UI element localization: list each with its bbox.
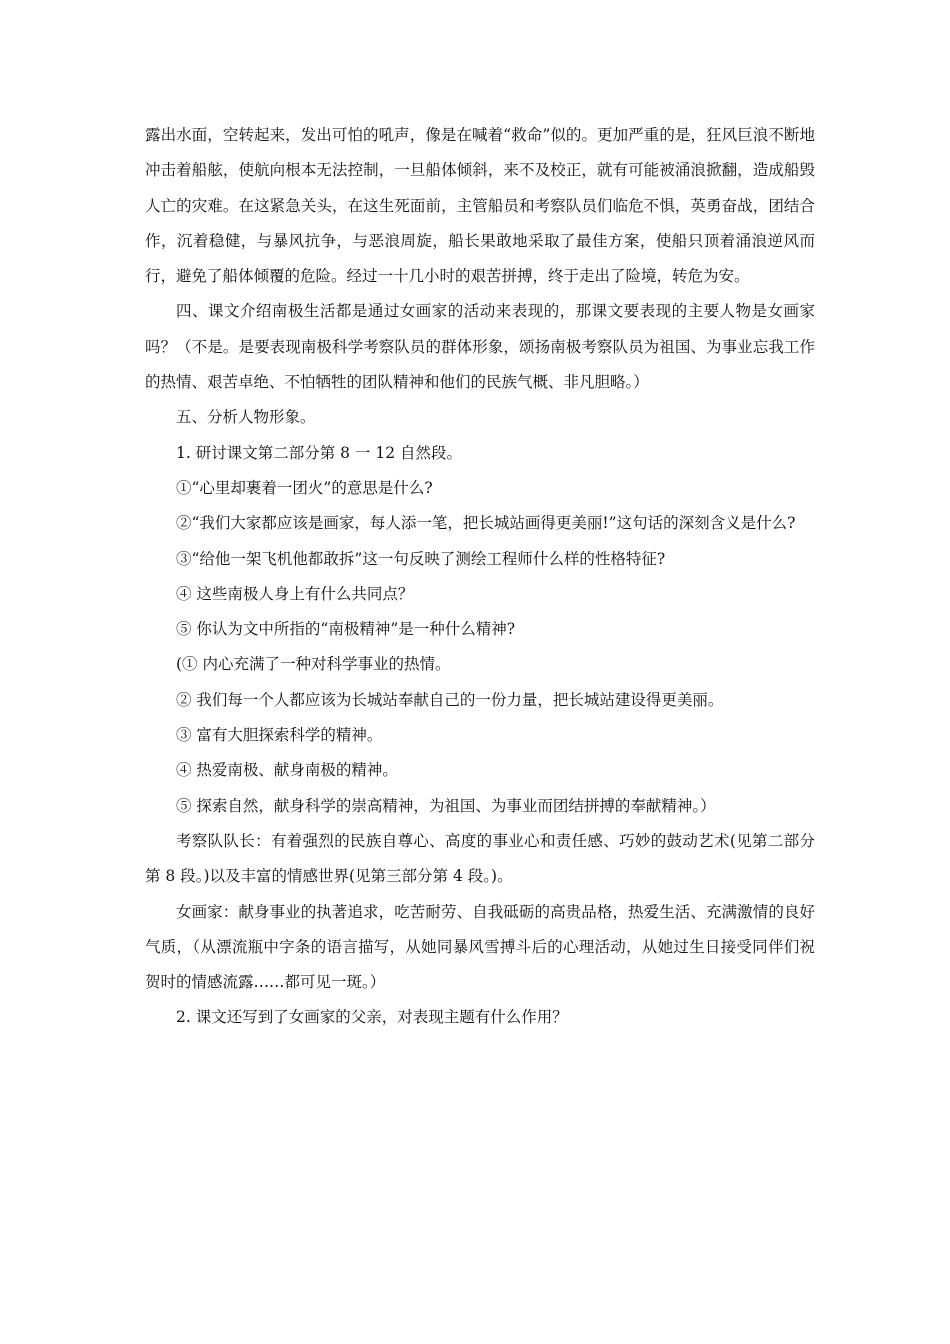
answer-item-1: (① 内心充满了一种对科学事业的热情。 — [176, 655, 451, 674]
paragraph-team-leader: 考察队队长：有着强烈的民族自尊心、高度的事业心和责任感、巧妙的鼓动艺术(见第二部分第 8 段。)以及丰富的情感世界(见第三部分第 4 段。)。 — [145, 831, 815, 886]
question-item-3: ③“给他一架飞机他都敢拆”这一句反映了测绘工程师什么样的性格特征? — [176, 549, 666, 568]
list-item-study-part-two: 1. 研讨课文第二部分第 8 一 12 自然段。 — [176, 443, 463, 462]
answer-item-3: ③ 富有大胆探索科学的精神。 — [176, 726, 383, 745]
answer-item-2: ② 我们每一个人都应该为长城站奉献自己的一份力量，把长城站建设得更美丽。 — [176, 690, 724, 709]
question-item-5: ⑤ 你认为文中所指的“南极精神”是一种什么精神? — [176, 620, 516, 639]
question-item-4: ④ 这些南极人身上有什么共同点？ — [176, 584, 414, 603]
question-item-1: ①“心里却裹着一团火”的意思是什么? — [176, 478, 433, 497]
paragraph-female-painter: 女画家：献身事业的执著追求，吃苦耐劳、自我砥砺的高贵品格，热爱生活、充满激情的良好气质，（从漂流瓶中字条的语言描写，从她同暴风雪搏斗后的心理活动，从她过生日接受同伴们祝贺时的情感流露……都可见一斑。） — [145, 902, 815, 992]
paragraph-question-four: 四、课文介绍南极生活都是通过女画家的活动来表现的，那课文要表现的主要人物是女画家吗？（不是。是要表现南极科学考察队员的群体形象，颂扬南极考察队员为祖国、为事业忘我工作的热情、艰苦卓绝、不怕牺牲的团队精神和他们的民族气概、非凡胆略。） — [145, 302, 815, 392]
list-item-painter-father: 2. 课文还写到了女画家的父亲，对表现主题有什么作用？ — [176, 1008, 568, 1027]
document-body — [145, 118, 815, 1036]
answer-item-5: ⑤ 探索自然，献身科学的崇高精神，为祖国、为事业而团结拼搏的奉献精神。） — [176, 796, 716, 815]
answer-item-4: ④ 热爱南极、献身南极的精神。 — [176, 761, 398, 780]
question-item-2: ②“我们大家都应该是画家，每人添一笔，把长城站画得更美丽!”这句话的深刻含义是什么? — [176, 514, 796, 533]
heading-section-five: 五、分析人物形象。 — [176, 408, 316, 427]
paragraph-storm-narrative: 露出水面，空转起来，发出可怕的吼声，像是在喊着“救命”似的。更加严重的是，狂风巨浪不断地冲击着船舷，使航向根本无法控制，一旦船体倾斜，来不及校正，就有可能被涌浪掀翻，造成船毁人亡的灾难。在这紧急关头，在这生死面前，主管船员和考察队员们临危不惧，英勇奋战，团结合作，沉着稳健，与暴风抗争，与恶浪周旋，船长果敢地采取了最佳方案，使船只顶着涌浪逆风而行，避免了船体倾覆的危险。经过一十几小时的艰苦拼搏，终于走出了险境，转危为安。 — [145, 126, 815, 286]
